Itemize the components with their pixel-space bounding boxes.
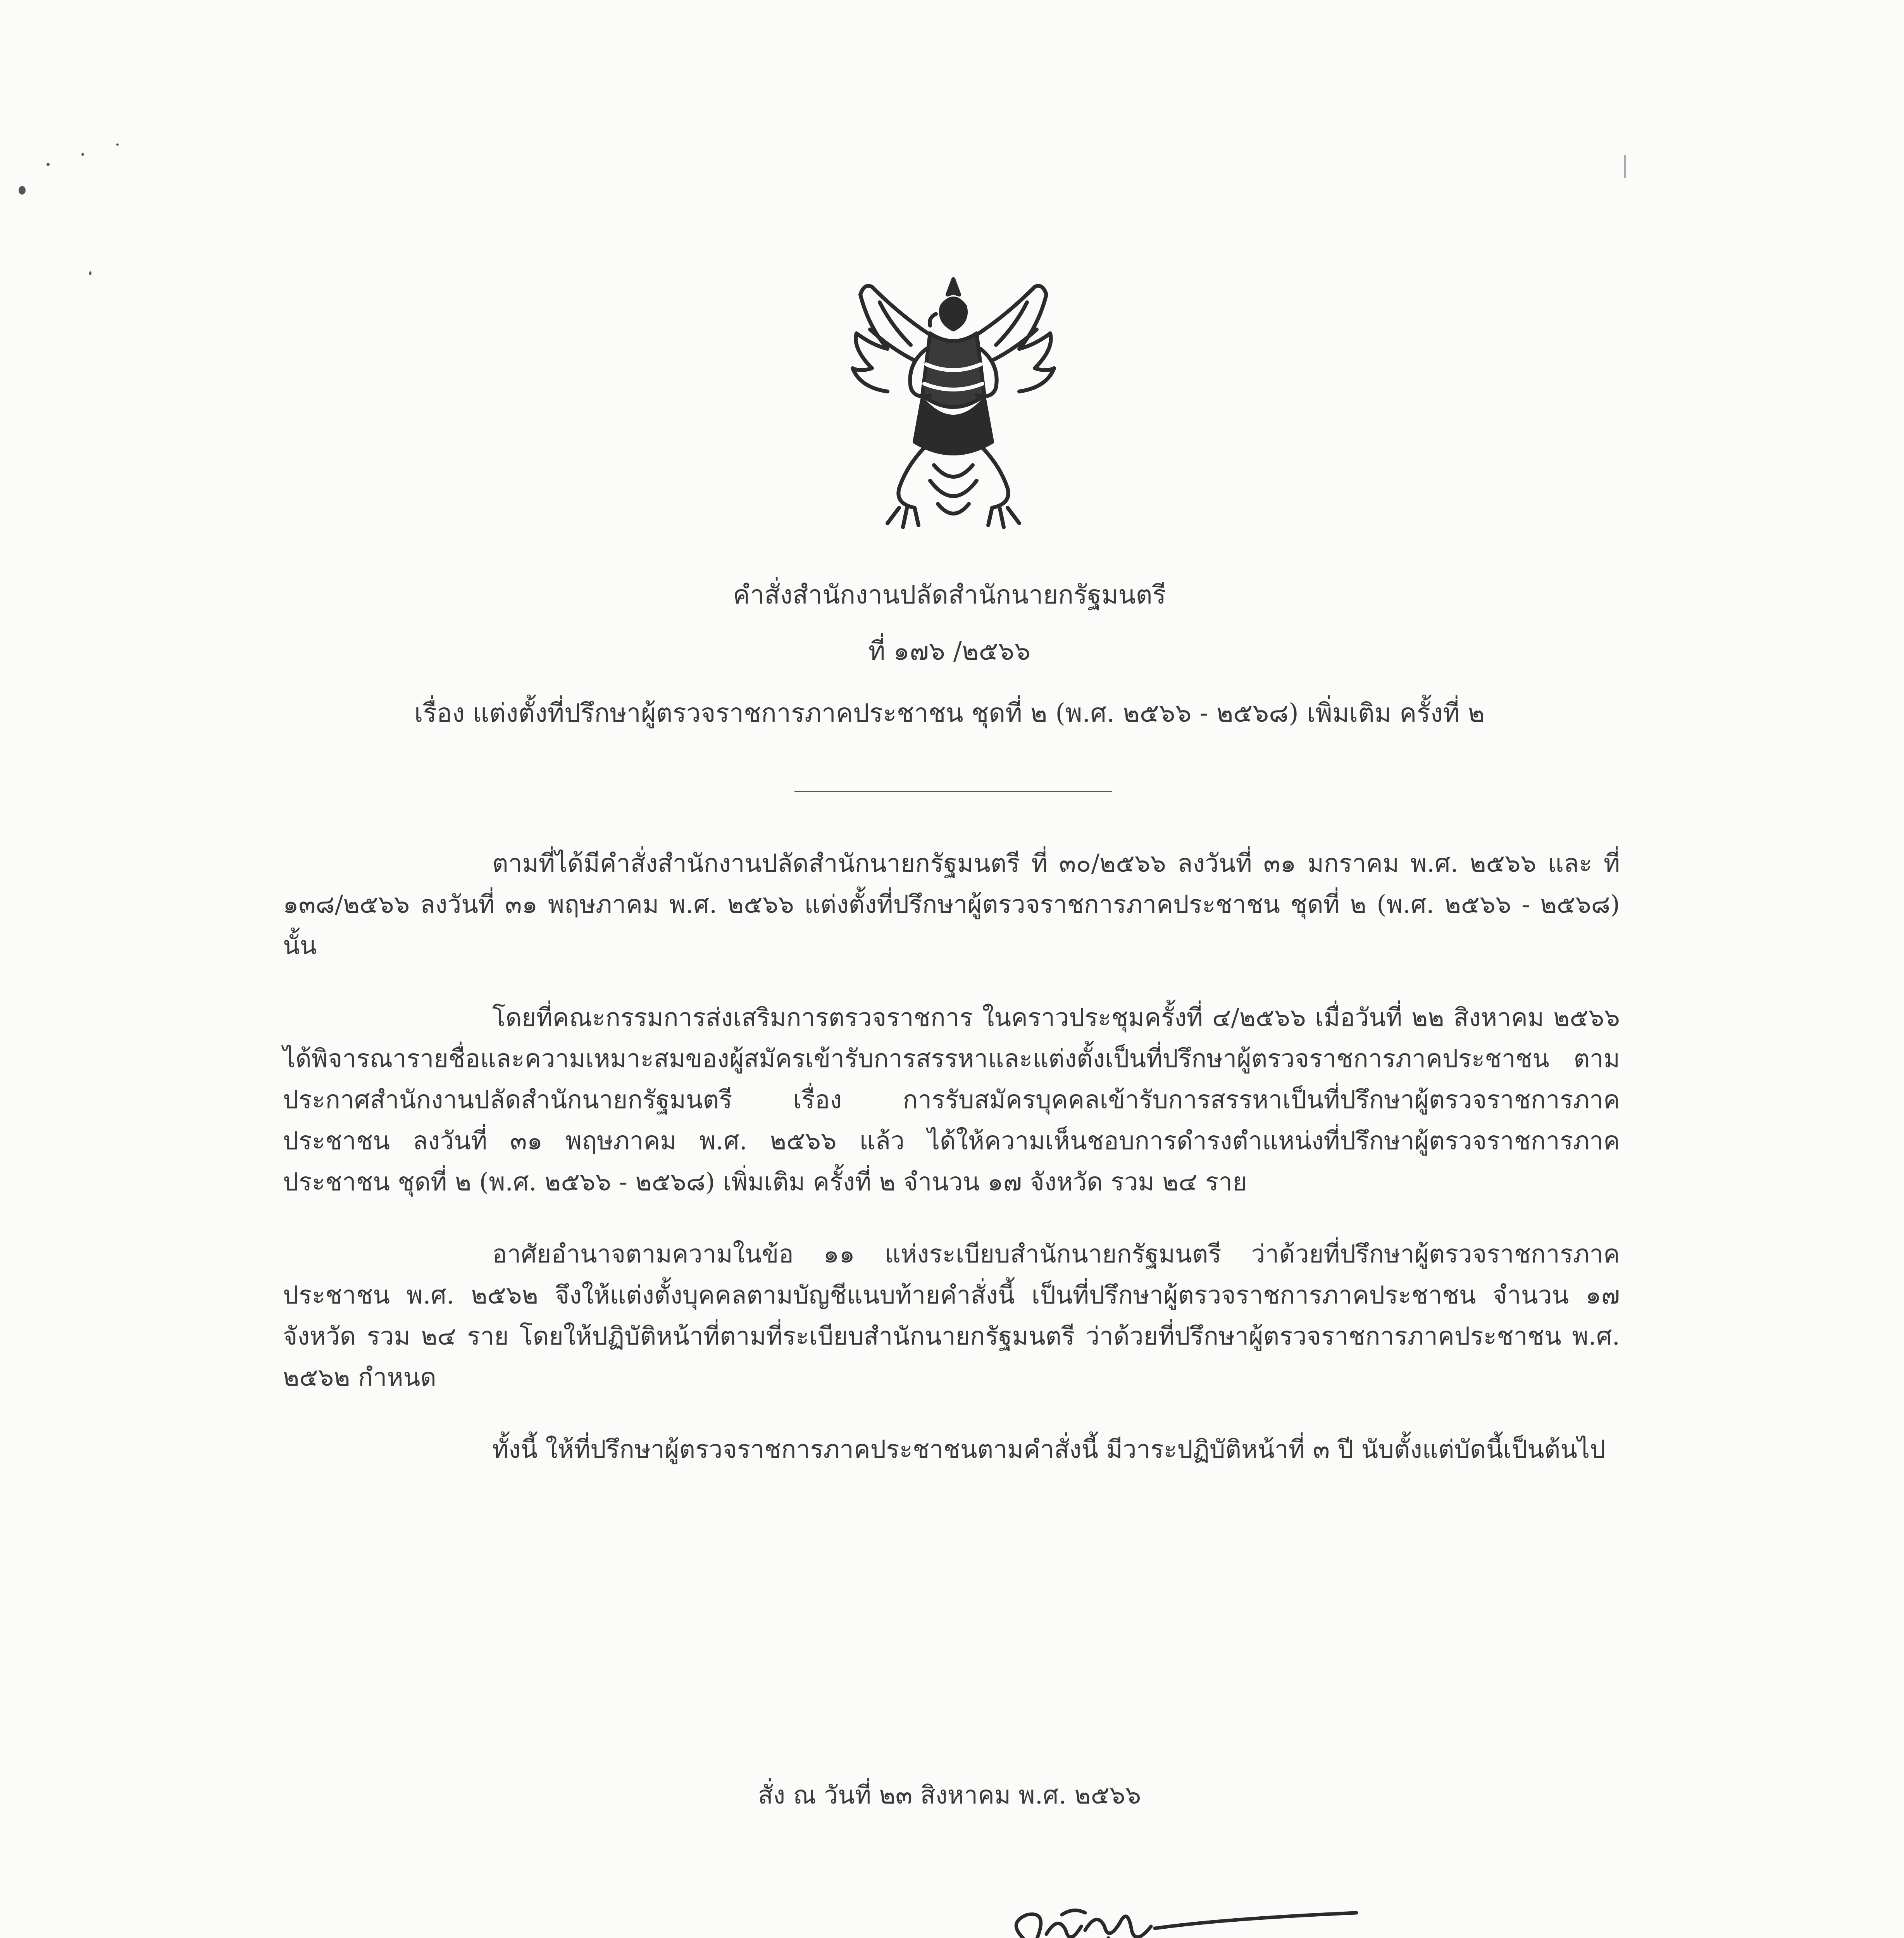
scan-speck [19, 186, 26, 195]
heading-divider [794, 791, 1112, 792]
scan-speck [116, 143, 119, 146]
handwritten-signature [992, 1891, 1380, 1938]
order-body [283, 843, 1620, 1501]
scan-speck [47, 163, 50, 166]
body-paragraph: ตามที่ได้มีคำสั่งสำนักงานปลัดสำนักนายกรัฐมนตรี ที่ ๓๐/๒๕๖๖ ลงวันที่ ๓๑ มกราคม พ.ศ. ๒๕๖๖ และ ที่ ๑๓๘/๒๕๖๖ ลงวันที่ ๓๑ พฤษภาคม พ.ศ. ๒๕๖๖ แต่งตั้งที่ปรึกษาผู้ตรวจราชการภาคประชาชน ชุดที่ ๒ (พ.ศ. ๒๕๖๖ - ๒๕๖๘) นั้น [283, 849, 1620, 960]
body-paragraph: ทั้งนี้ ให้ที่ปรึกษาผู้ตรวจราชการภาคประชาชนตามคำสั่งนี้ มีวาระปฏิบัติหน้าที่ ๓ ปี นับตั้งแต่บัดนี้เป็นต้นไป [492, 1435, 1606, 1464]
body-paragraph: โดยที่คณะกรรมการส่งเสริมการตรวจราชการ ในคราวประชุมครั้งที่ ๔/๒๕๖๖ เมื่อวันที่ ๒๒ สิงหาคม ๒๕๖๖ ได้พิจารณารายชื่อและความเหมาะสมของผู้สมัครเข้ารับการสรรหาและแต่งตั้งเป็นที่ปรึกษาผู้ตรวจราชการภาคประชาชน ตามประกาศสำนักงานปลัดสำนักนายกรัฐมนตรี เรื่อง การรับสมัครบุคคลเข้ารับการสรรหาเป็นที่ปรึกษาผู้ตรวจราชการภาคประชาชน ลงวันที่ ๓๑ พฤษภาคม พ.ศ. ๒๕๖๖ แล้ว ได้ให้ความเห็นชอบการดำรงตำแหน่งที่ปรึกษาผู้ตรวจราชการภาคประชาชน ชุดที่ ๒ (พ.ศ. ๒๕๖๖ - ๒๕๖๘) เพิ่มเติม ครั้งที่ ๒ จำนวน ๑๗ จังหวัด รวม ๒๔ ราย [283, 1003, 1620, 1197]
body-paragraph: อาศัยอำนาจตามความในข้อ ๑๑ แห่งระเบียบสำนักนายกรัฐมนตรี ว่าด้วยที่ปรึกษาผู้ตรวจราชการภาคประชาชน พ.ศ. ๒๕๖๒ จึงให้แต่งตั้งบุคคลตามบัญชีแนบท้ายคำสั่งนี้ เป็นที่ปรึกษาผู้ตรวจราชการภาคประชาชน จำนวน ๑๗ จังหวัด รวม ๒๔ ราย โดยให้ปฏิบัติหน้าที่ตามที่ระเบียบสำนักนายกรัฐมนตรี ว่าด้วยที่ปรึกษาผู้ตรวจราชการภาคประชาชน พ.ศ. ๒๕๖๒ กำหนด [283, 1240, 1620, 1392]
scan-speck [81, 153, 84, 156]
order-title: คำสั่งสำนักงานปลัดสำนักนายกรัฐมนตรี [733, 580, 1166, 610]
garuda-emblem-icon [837, 271, 1070, 543]
order-date: สั่ง ณ วันที่ ๒๓ สิงหาคม พ.ศ. ๒๕๖๖ [758, 1781, 1141, 1810]
scan-speck [89, 271, 91, 275]
order-subject: เรื่อง แต่งตั้งที่ปรึกษาผู้ตรวจราชการภาคประชาชน ชุดที่ ๒ (พ.ศ. ๒๕๖๖ - ๒๕๖๘) เพิ่มเติม ครั้งที่ ๒ [414, 698, 1485, 728]
scan-speck [1624, 155, 1626, 178]
order-number: ที่ ๑๗๖ /๒๕๖๖ [868, 636, 1031, 666]
